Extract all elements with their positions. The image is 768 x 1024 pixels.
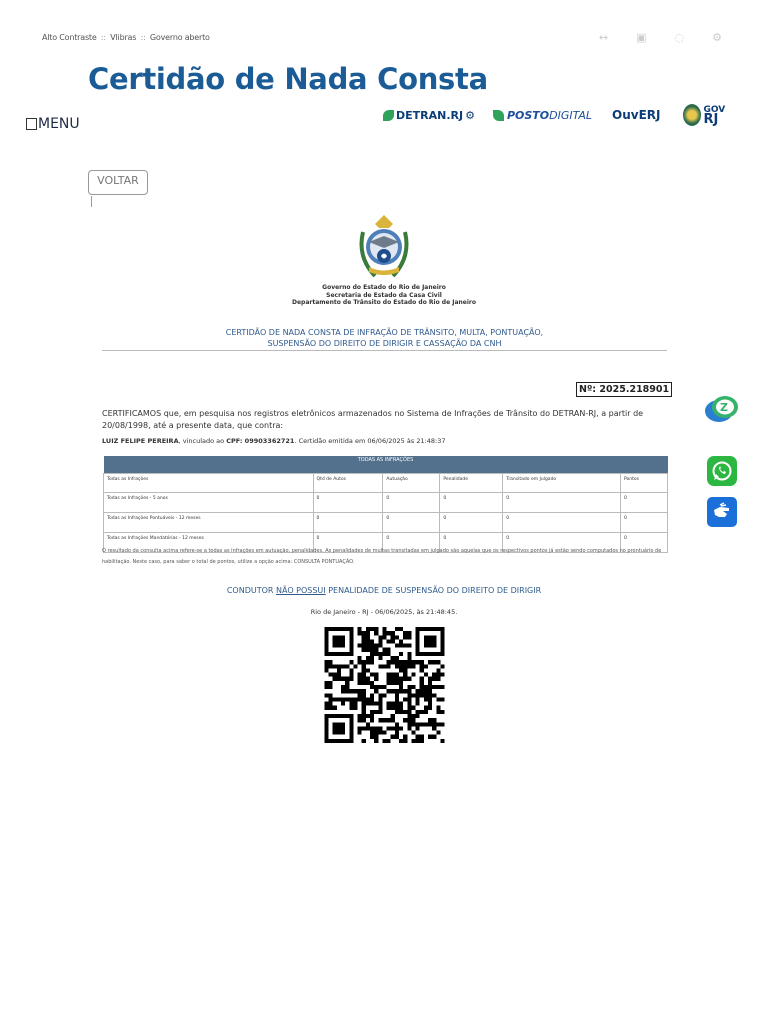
table-cell: 0: [383, 513, 440, 533]
governo-aberto-link[interactable]: Governo aberto: [149, 33, 210, 42]
ouverj-logo[interactable]: OuvERJ: [612, 108, 661, 122]
chat-button[interactable]: [704, 394, 740, 424]
page-title: Certidão de Nada Consta: [88, 62, 488, 96]
table-cell: 0: [503, 533, 621, 553]
certificate-heading: [102, 328, 667, 351]
libras-button[interactable]: [707, 497, 737, 527]
detran-logo[interactable]: [383, 109, 475, 122]
gov-rj-text: [704, 105, 726, 125]
certificamos-text: CERTIFICAMOS que, em pesquisa nos registros eletrônicos armazenados no Sistema de Infrações de Trânsito do DETRAN-RJ, a partir de 20/08/1998, até a presente data, que contra:: [102, 409, 644, 430]
emission-text: . Certidão emitida em 06/06/2025 às 21:48:37: [294, 437, 446, 445]
gov-rj-logo[interactable]: [683, 104, 726, 126]
cpf-value: CPF: 09903362721: [226, 437, 295, 445]
posto-leaf-icon: [493, 110, 504, 121]
table-cell: 0: [621, 493, 668, 513]
posto-logo-bold: POSTO: [506, 108, 550, 122]
heading-line: SUSPENSÃO DO DIREITO DE DIRIGIR E CASSAÇÃO DA CNH: [267, 338, 502, 348]
table-cell: 0: [503, 493, 621, 513]
heading-line: CERTIDÃO DE NADA CONSTA DE INFRAÇÃO DE TRÂNSITO, MULTA, PONTUAÇÃO,: [225, 328, 544, 337]
column-header: Qtd de Autos: [313, 474, 383, 493]
table-title: TODAS AS INFRAÇÕES: [104, 456, 668, 474]
table-cell: Todas as Infrações Pontuáveis - 12 meses: [104, 513, 314, 533]
separator: ::: [140, 33, 146, 42]
table-cell: 0: [621, 513, 668, 533]
text-cursor: [91, 196, 92, 207]
table-cell: 0: [313, 513, 383, 533]
accessibility-bar: [42, 33, 210, 42]
column-header: Pontos: [621, 474, 668, 493]
posto-digital-logo[interactable]: [493, 109, 592, 122]
chat-icon: [704, 394, 740, 424]
voltar-button[interactable]: VOLTAR: [88, 170, 148, 195]
table-cell: 0: [440, 493, 503, 513]
svg-text:Z: Z: [720, 401, 728, 414]
whatsapp-icon: [711, 460, 733, 482]
status-emphasis: NÃO POSSUI: [276, 586, 326, 595]
alto-contraste-link[interactable]: Alto Contraste: [42, 33, 97, 42]
table-row: [104, 513, 668, 533]
menu-button[interactable]: [26, 116, 80, 132]
menu-label: MENU: [38, 116, 80, 132]
table-cell: 0: [621, 533, 668, 553]
whatsapp-button[interactable]: [707, 456, 737, 486]
state-seal-icon: [355, 212, 413, 282]
table-cell: Todas as Infrações - 5 anos: [104, 493, 314, 513]
table-cell: 0: [503, 513, 621, 533]
table-cell: Todas as Infrações Mandatórias - 12 meses: [104, 533, 314, 553]
driver-status: [0, 586, 768, 595]
table-footnote: O resultado da consulta acima refere-se a todas as infrações em autuação, penalidades. As penalidades de multas transitadas em julgado são aquelas que os respectivos pontos já estão sendo computados no prontuário de habilitação. Neste caso, para saber o total de pontos, utilize a opção acima: CONSULTA PONTUAÇÃO.: [102, 548, 662, 565]
contrast-icon[interactable]: ◌: [674, 31, 685, 44]
sitemap-icon[interactable]: ⚙: [712, 31, 722, 44]
org-line: Secretaria de Estado da Casa Civil: [326, 291, 442, 299]
gov-text: GOV: [703, 105, 726, 115]
table-cell: 0: [313, 493, 383, 513]
rj-text: RJ: [703, 112, 719, 127]
org-line: Departamento de Trânsito do Estado do Rio de Janeiro: [291, 299, 477, 306]
org-line: Governo do Estado do Rio de Janeiro: [322, 284, 446, 291]
vlibras-link[interactable]: Vlibras: [110, 33, 137, 42]
column-header: Todas as Infrações: [104, 474, 314, 493]
table-cell: 0: [440, 533, 503, 553]
vinculado-text: , vinculado ao: [178, 437, 227, 445]
table-cell: 0: [313, 533, 383, 553]
steering-wheel-icon: ⚙: [465, 108, 475, 122]
libras-hand-icon: [711, 502, 733, 522]
column-header: Penalidade: [440, 474, 503, 493]
detran-leaf-icon: [383, 110, 394, 121]
issuing-organization: [0, 284, 768, 307]
table-cell: 0: [383, 493, 440, 513]
status-pre: CONDUTOR: [226, 586, 276, 595]
font-increase-icon[interactable]: ▣: [636, 31, 647, 44]
detran-logo-text: DETRAN.RJ: [396, 108, 464, 122]
subject-line: [102, 437, 667, 445]
person-name: LUIZ FELIPE PEREIRA: [102, 437, 179, 445]
column-header: Autuação: [383, 474, 440, 493]
separator: ::: [100, 33, 106, 42]
infractions-table: [103, 456, 668, 553]
menu-box-icon: [26, 118, 37, 130]
place-date: Rio de Janeiro - RJ - 06/06/2025, às 21:48:45.: [310, 608, 458, 616]
posto-logo-thin: DIGITAL: [549, 108, 593, 122]
table-cell: 0: [383, 533, 440, 553]
table-cell: 0: [440, 513, 503, 533]
partner-logos: [383, 104, 725, 126]
coat-of-arms-icon: [683, 104, 701, 126]
font-decrease-icon[interactable]: ↔: [598, 31, 609, 44]
qr-code: [324, 627, 445, 743]
topbar-icons: [599, 31, 722, 44]
column-header: Transitado em Julgado: [503, 474, 621, 493]
table-row: [104, 493, 668, 513]
certificate-number: Nº: 2025.218901: [576, 382, 672, 397]
status-post: PENALIDADE DE SUSPENSÃO DO DIREITO DE DIRIGIR: [325, 586, 542, 595]
